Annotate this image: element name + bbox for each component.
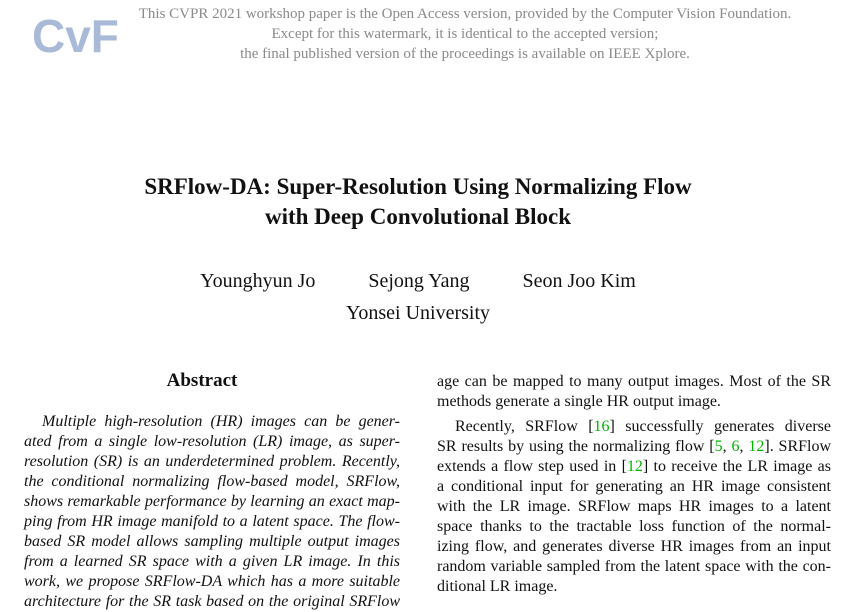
watermark-line: the final published version of the proceedings is available on IEEE Xplore. [240,46,690,62]
body-line: age can be mapped to many output images. Most of the SR [437,373,831,390]
watermark-line: This CVPR 2021 workshop paper is the Open Access version, provided by the Computer Vision Foundation. [138,6,792,22]
body-line [437,457,831,477]
author-list [60,268,776,294]
text-fragment: , [739,438,749,455]
body-line: ditional LR image. [437,578,558,595]
author-name: Sejong Yang [368,270,470,292]
abstract-line: the conditional normalizing flow-based model, SRFlow, [24,473,400,490]
title-line: with Deep Convolutional Block [264,204,572,229]
text-fragment: , [722,438,732,455]
body-line [437,437,831,457]
abstract-line: resolution (SR) is an underdetermined problem. Recently, [24,453,400,470]
abstract-line: ping from HR image manifold to a latent space. The flow- [24,513,400,530]
intro-text-column [437,372,831,597]
abstract-body [24,412,400,612]
body-line: methods generate a single HR output image. [437,393,721,410]
author-name: Younghyun Jo [200,270,316,292]
affiliation: Yonsei University [345,302,491,324]
text-fragment: SR results by using the normalizing flow [ [437,438,715,455]
citation-link[interactable]: 6 [731,438,740,455]
citation-link[interactable]: 12 [626,458,643,475]
watermark-line: Except for this watermark, it is identical to the accepted version; [271,26,659,42]
text-fragment: ] successfully generates diverse [609,418,832,435]
text-fragment: Recently, SRFlow [ [455,418,594,435]
title-line: SRFlow-DA: Super-Resolution Using Normalizing Flow [144,174,692,199]
abstract-heading: Abstract [166,370,238,391]
text-fragment: ]. SRFlow [764,438,832,455]
citation-link[interactable]: 12 [748,438,765,455]
body-line: izing flow, and generates diverse HR images from an input [437,538,831,555]
paper-title [60,172,776,232]
open-access-watermark [120,4,810,64]
abstract-line: from a learned SR space with a given LR image. In this [24,553,400,570]
abstract-line: ated from a single low-resolution (LR) image, as super- [24,433,400,450]
body-line: space thanks to the tractable loss function of the normal- [437,518,831,535]
citation-link[interactable]: 16 [593,418,610,435]
body-line: with the LR image. SRFlow maps HR images to a latent [437,498,831,515]
body-line [437,417,831,437]
author-name: Seon Joo Kim [522,270,636,292]
abstract-line: Multiple high-resolution (HR) images can be gener- [42,413,400,430]
text-fragment: extends a flow step used in [ [437,458,627,475]
body-line: random variable sampled from the latent space with the con- [437,558,831,575]
svg-text:CvF: CvF [32,10,119,62]
abstract-line: based SR model allows sampling multiple output images [24,533,400,550]
abstract-line: work, we propose SRFlow-DA which has a more suitable [24,573,400,590]
text-fragment: ] to receive the LR image as [642,458,831,475]
body-line: a conditional input for generating an HR image consistent [437,478,831,495]
cvf-logo [32,8,119,62]
abstract-line: shows remarkable performance by learning an exact map- [24,493,400,510]
citation-link[interactable]: 5 [714,438,723,455]
abstract-line: architecture for the SR task based on the original SRFlow [24,593,400,610]
